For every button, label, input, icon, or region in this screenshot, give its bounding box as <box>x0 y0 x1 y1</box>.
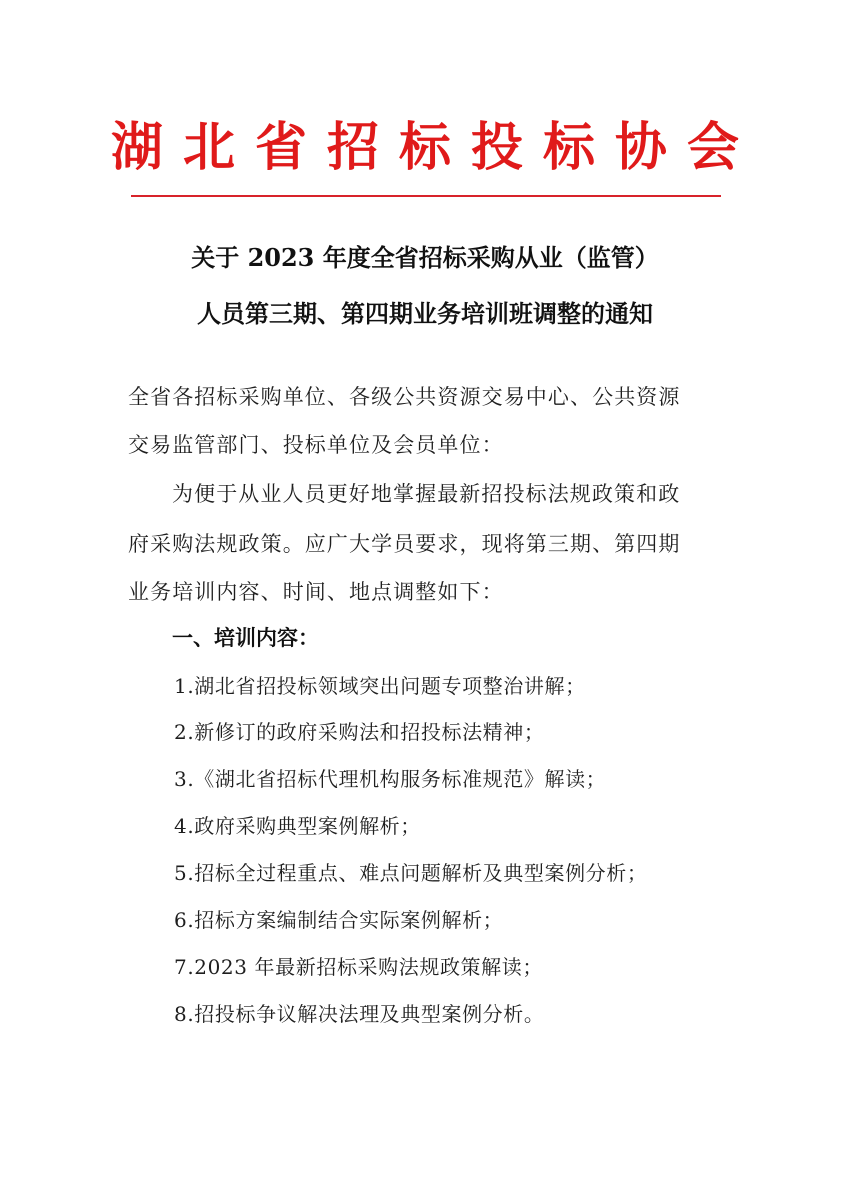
training-item: 2.新修订的政府采购法和招投标法精神； <box>174 720 545 744</box>
salutation-line-2: 交易监管部门、投标单位及会员单位： <box>128 433 504 457</box>
intro-paragraph-line-1: 为便于从业人员更好地掌握最新招投标法规政策和政 <box>172 482 681 506</box>
training-item: 3.《湖北省招标代理机构服务标准规范》解读； <box>174 767 607 791</box>
notice-title-line-2: 人员第三期、第四期业务培训班调整的通知 <box>197 299 653 328</box>
training-item: 6.招标方案编制结合实际案例解析； <box>174 908 504 932</box>
training-item: 7.2023 年最新招标采购法规政策解读； <box>174 955 543 979</box>
training-item: 1.湖北省招投标领域突出问题专项整治讲解； <box>174 674 586 698</box>
training-item: 4.政府采购典型案例解析； <box>174 814 421 838</box>
training-item: 5.招标全过程重点、难点问题解析及典型案例分析； <box>174 861 648 885</box>
intro-paragraph-line-3: 业务培训内容、时间、地点调整如下： <box>128 580 504 604</box>
section-heading-training-content: 一、培训内容： <box>172 626 319 650</box>
intro-paragraph-line-2: 府采购法规政策。应广大学员要求，现将第三期、第四期 <box>128 532 681 556</box>
notice-title-line-1: 关于 2023 年度全省招标采购从业（监管） <box>191 243 659 272</box>
organization-letterhead: 湖北省招标投标协会 <box>110 118 759 178</box>
letterhead-red-rule <box>131 195 721 197</box>
training-item: 8.招投标争议解决法理及典型案例分析。 <box>174 1002 545 1026</box>
salutation-line-1: 全省各招标采购单位、各级公共资源交易中心、公共资源 <box>128 385 681 409</box>
